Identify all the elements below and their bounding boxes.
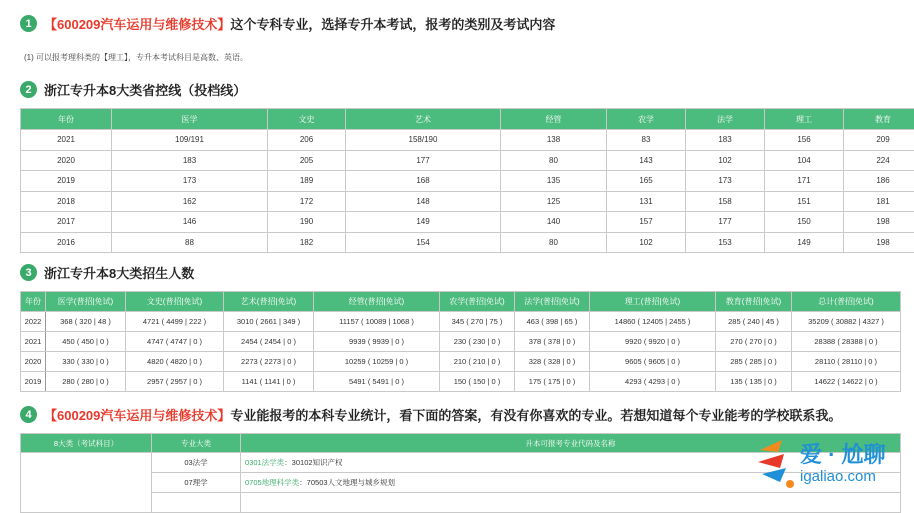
section-number-badge: 2 xyxy=(20,81,37,98)
major-codes-cell xyxy=(241,493,901,513)
year-cell: 2018 xyxy=(21,191,112,212)
section-3-heading xyxy=(20,263,194,282)
major-code-link[interactable]: 0705地理科学类 xyxy=(245,478,299,487)
value-cell: 102 xyxy=(607,232,686,253)
value-cell: 285 ( 285 | 0 ) xyxy=(716,352,792,372)
value-cell: 11157 ( 10089 | 1068 ) xyxy=(314,312,440,332)
value-cell: 205 xyxy=(268,150,346,171)
value-cell: 209 xyxy=(844,130,914,151)
header-cell: 理工 xyxy=(765,109,844,130)
major-title: 【600209汽车运用与维修技术】 xyxy=(44,405,230,424)
table-row xyxy=(21,372,901,392)
value-cell: 151 xyxy=(765,191,844,212)
table-row xyxy=(21,171,914,192)
value-cell: 138 xyxy=(501,130,607,151)
value-cell: 83 xyxy=(607,130,686,151)
table-header-row xyxy=(21,292,901,312)
value-cell: 80 xyxy=(501,150,607,171)
watermark-title: 爱 · 尬聊 xyxy=(800,438,886,469)
header-cell: 经管 xyxy=(501,109,607,130)
header-cell: 医学 xyxy=(112,109,268,130)
value-cell: 186 xyxy=(844,171,914,192)
section-number-badge: 4 xyxy=(20,406,37,423)
value-cell: 140 xyxy=(501,212,607,233)
value-cell: 177 xyxy=(346,150,501,171)
value-cell: 189 xyxy=(268,171,346,192)
value-cell: 154 xyxy=(346,232,501,253)
value-cell: 270 ( 270 | 0 ) xyxy=(716,332,792,352)
value-cell: 10259 ( 10259 | 0 ) xyxy=(314,352,440,372)
value-cell: 183 xyxy=(686,130,765,151)
value-cell: 183 xyxy=(112,150,268,171)
value-cell: 149 xyxy=(346,212,501,233)
header-cell: 艺术(普招|免试) xyxy=(224,292,314,312)
value-cell: 35209 ( 30882 | 4327 ) xyxy=(792,312,901,332)
value-cell: 182 xyxy=(268,232,346,253)
value-cell: 206 xyxy=(268,130,346,151)
value-cell: 230 ( 230 | 0 ) xyxy=(440,332,515,352)
header-cell: 文史 xyxy=(268,109,346,130)
value-cell: 162 xyxy=(112,191,268,212)
value-cell: 148 xyxy=(346,191,501,212)
value-cell: 109/191 xyxy=(112,130,268,151)
value-cell: 224 xyxy=(844,150,914,171)
value-cell: 285 ( 240 | 45 ) xyxy=(716,312,792,332)
header-cell: 教育 xyxy=(844,109,914,130)
header-cell: 教育(普招|免试) xyxy=(716,292,792,312)
value-cell: 198 xyxy=(844,232,914,253)
value-cell: 198 xyxy=(844,212,914,233)
section-number-badge: 3 xyxy=(20,264,37,281)
major-name: ：30102知识产权 xyxy=(284,458,342,467)
value-cell: 168 xyxy=(346,171,501,192)
value-cell: 80 xyxy=(501,232,607,253)
value-cell: 88 xyxy=(112,232,268,253)
section-number-badge: 1 xyxy=(20,15,37,32)
value-cell: 210 ( 210 | 0 ) xyxy=(440,352,515,372)
value-cell: 378 ( 378 | 0 ) xyxy=(515,332,590,352)
year-cell: 2019 xyxy=(21,171,112,192)
heading-text: 专业能报考的本科专业统计，看下面的答案，有没有你喜欢的专业。若想知道每个专业能考的学校联系我。 xyxy=(230,405,841,424)
table-row xyxy=(21,493,901,513)
value-cell: 102 xyxy=(686,150,765,171)
table-row xyxy=(21,191,914,212)
table-row xyxy=(21,332,901,352)
value-cell: 2957 ( 2957 | 0 ) xyxy=(126,372,224,392)
value-cell: 330 ( 330 | 0 ) xyxy=(46,352,126,372)
heading-text: 这个专科专业，选择专升本考试，报考的类别及考试内容 xyxy=(230,14,555,33)
site-watermark xyxy=(754,436,904,494)
value-cell: 143 xyxy=(607,150,686,171)
value-cell: 328 ( 328 | 0 ) xyxy=(515,352,590,372)
table-row xyxy=(21,150,914,171)
value-cell: 14622 ( 14622 | 0 ) xyxy=(792,372,901,392)
value-cell: 131 xyxy=(607,191,686,212)
value-cell: 173 xyxy=(112,171,268,192)
year-cell: 2020 xyxy=(21,150,112,171)
value-cell: 165 xyxy=(607,171,686,192)
value-cell: 150 ( 150 | 0 ) xyxy=(440,372,515,392)
value-cell: 156 xyxy=(765,130,844,151)
section-4-heading xyxy=(20,405,841,424)
header-cell: 年份 xyxy=(21,292,46,312)
category-name: 07理学 xyxy=(152,473,241,493)
value-cell: 9605 ( 9605 | 0 ) xyxy=(590,352,716,372)
year-cell: 2017 xyxy=(21,212,112,233)
value-cell: 135 ( 135 | 0 ) xyxy=(716,372,792,392)
value-cell: 125 xyxy=(501,191,607,212)
value-cell: 9939 ( 9939 | 0 ) xyxy=(314,332,440,352)
table-row xyxy=(21,312,901,332)
value-cell: 4820 ( 4820 | 0 ) xyxy=(126,352,224,372)
value-cell: 345 ( 270 | 75 ) xyxy=(440,312,515,332)
value-cell: 14860 ( 12405 | 2455 ) xyxy=(590,312,716,332)
value-cell: 4721 ( 4499 | 222 ) xyxy=(126,312,224,332)
year-cell: 2019 xyxy=(21,372,46,392)
heading-text: 浙江专升本8大类招生人数 xyxy=(44,263,194,282)
category-name xyxy=(152,493,241,513)
year-cell: 2020 xyxy=(21,352,46,372)
value-cell: 172 xyxy=(268,191,346,212)
value-cell: 153 xyxy=(686,232,765,253)
value-cell: 368 ( 320 | 48 ) xyxy=(46,312,126,332)
value-cell: 173 xyxy=(686,171,765,192)
exam-note: (1) 可以报考理科类的【理工】，专升本考试科目是高数、英语。 xyxy=(24,52,248,63)
year-cell: 2021 xyxy=(21,332,46,352)
year-cell: 2021 xyxy=(21,130,112,151)
watermark-url: igaliao.com xyxy=(800,468,876,485)
value-cell: 28388 ( 28388 | 0 ) xyxy=(792,332,901,352)
header-cell: 文史(普招|免试) xyxy=(126,292,224,312)
table-row xyxy=(21,352,901,372)
value-cell: 28110 ( 28110 | 0 ) xyxy=(792,352,901,372)
header-cell: 经管(普招|免试) xyxy=(314,292,440,312)
value-cell: 171 xyxy=(765,171,844,192)
table-row xyxy=(21,130,914,151)
value-cell: 450 ( 450 | 0 ) xyxy=(46,332,126,352)
major-title: 【600209汽车运用与维修技术】 xyxy=(44,14,230,33)
value-cell: 4747 ( 4747 | 0 ) xyxy=(126,332,224,352)
value-cell: 4293 ( 4293 | 0 ) xyxy=(590,372,716,392)
header-cell: 农学 xyxy=(607,109,686,130)
value-cell: 146 xyxy=(112,212,268,233)
header-cell: 医学(普招|免试) xyxy=(46,292,126,312)
header-cell: 8大类（考试科目） xyxy=(21,434,152,453)
watermark-logo-icon xyxy=(754,436,800,492)
category-name: 03法学 xyxy=(152,453,241,473)
header-cell: 理工(普招|免试) xyxy=(590,292,716,312)
value-cell: 158 xyxy=(686,191,765,212)
value-cell: 463 ( 398 | 65 ) xyxy=(515,312,590,332)
value-cell: 2454 ( 2454 | 0 ) xyxy=(224,332,314,352)
value-cell: 190 xyxy=(268,212,346,233)
value-cell: 104 xyxy=(765,150,844,171)
header-cell: 总计(普招|免试) xyxy=(792,292,901,312)
major-code-link[interactable]: 0301法学类 xyxy=(245,458,284,467)
header-cell: 艺术 xyxy=(346,109,501,130)
major-name: ：70503人文地理与城乡规划 xyxy=(299,478,395,487)
value-cell: 175 ( 175 | 0 ) xyxy=(515,372,590,392)
table-row xyxy=(21,232,914,253)
header-cell: 法学 xyxy=(686,109,765,130)
header-cell: 法学(普招|免试) xyxy=(515,292,590,312)
value-cell: 181 xyxy=(844,191,914,212)
value-cell: 150 xyxy=(765,212,844,233)
category-cell xyxy=(21,453,152,513)
value-cell: 5491 ( 5491 | 0 ) xyxy=(314,372,440,392)
header-cell: 专业大类 xyxy=(152,434,241,453)
header-cell: 农学(普招|免试) xyxy=(440,292,515,312)
header-cell: 升本可报考专业代码及名称 xyxy=(241,434,901,453)
value-cell: 158/190 xyxy=(346,130,501,151)
value-cell: 149 xyxy=(765,232,844,253)
table-row xyxy=(21,212,914,233)
table-header-row xyxy=(21,109,914,130)
section-2-heading xyxy=(20,80,246,99)
header-cell: 年份 xyxy=(21,109,112,130)
value-cell: 2273 ( 2273 | 0 ) xyxy=(224,352,314,372)
section-1-heading xyxy=(20,14,555,33)
value-cell: 3010 ( 2661 | 349 ) xyxy=(224,312,314,332)
value-cell: 280 ( 280 | 0 ) xyxy=(46,372,126,392)
year-cell: 2016 xyxy=(21,232,112,253)
value-cell: 177 xyxy=(686,212,765,233)
heading-text: 浙江专升本8大类省控线（投档线） xyxy=(44,80,246,99)
year-cell: 2022 xyxy=(21,312,46,332)
value-cell: 135 xyxy=(501,171,607,192)
value-cell: 9920 ( 9920 | 0 ) xyxy=(590,332,716,352)
score-line-table xyxy=(20,108,914,253)
value-cell: 157 xyxy=(607,212,686,233)
enrollment-table xyxy=(20,291,901,392)
value-cell: 1141 ( 1141 | 0 ) xyxy=(224,372,314,392)
